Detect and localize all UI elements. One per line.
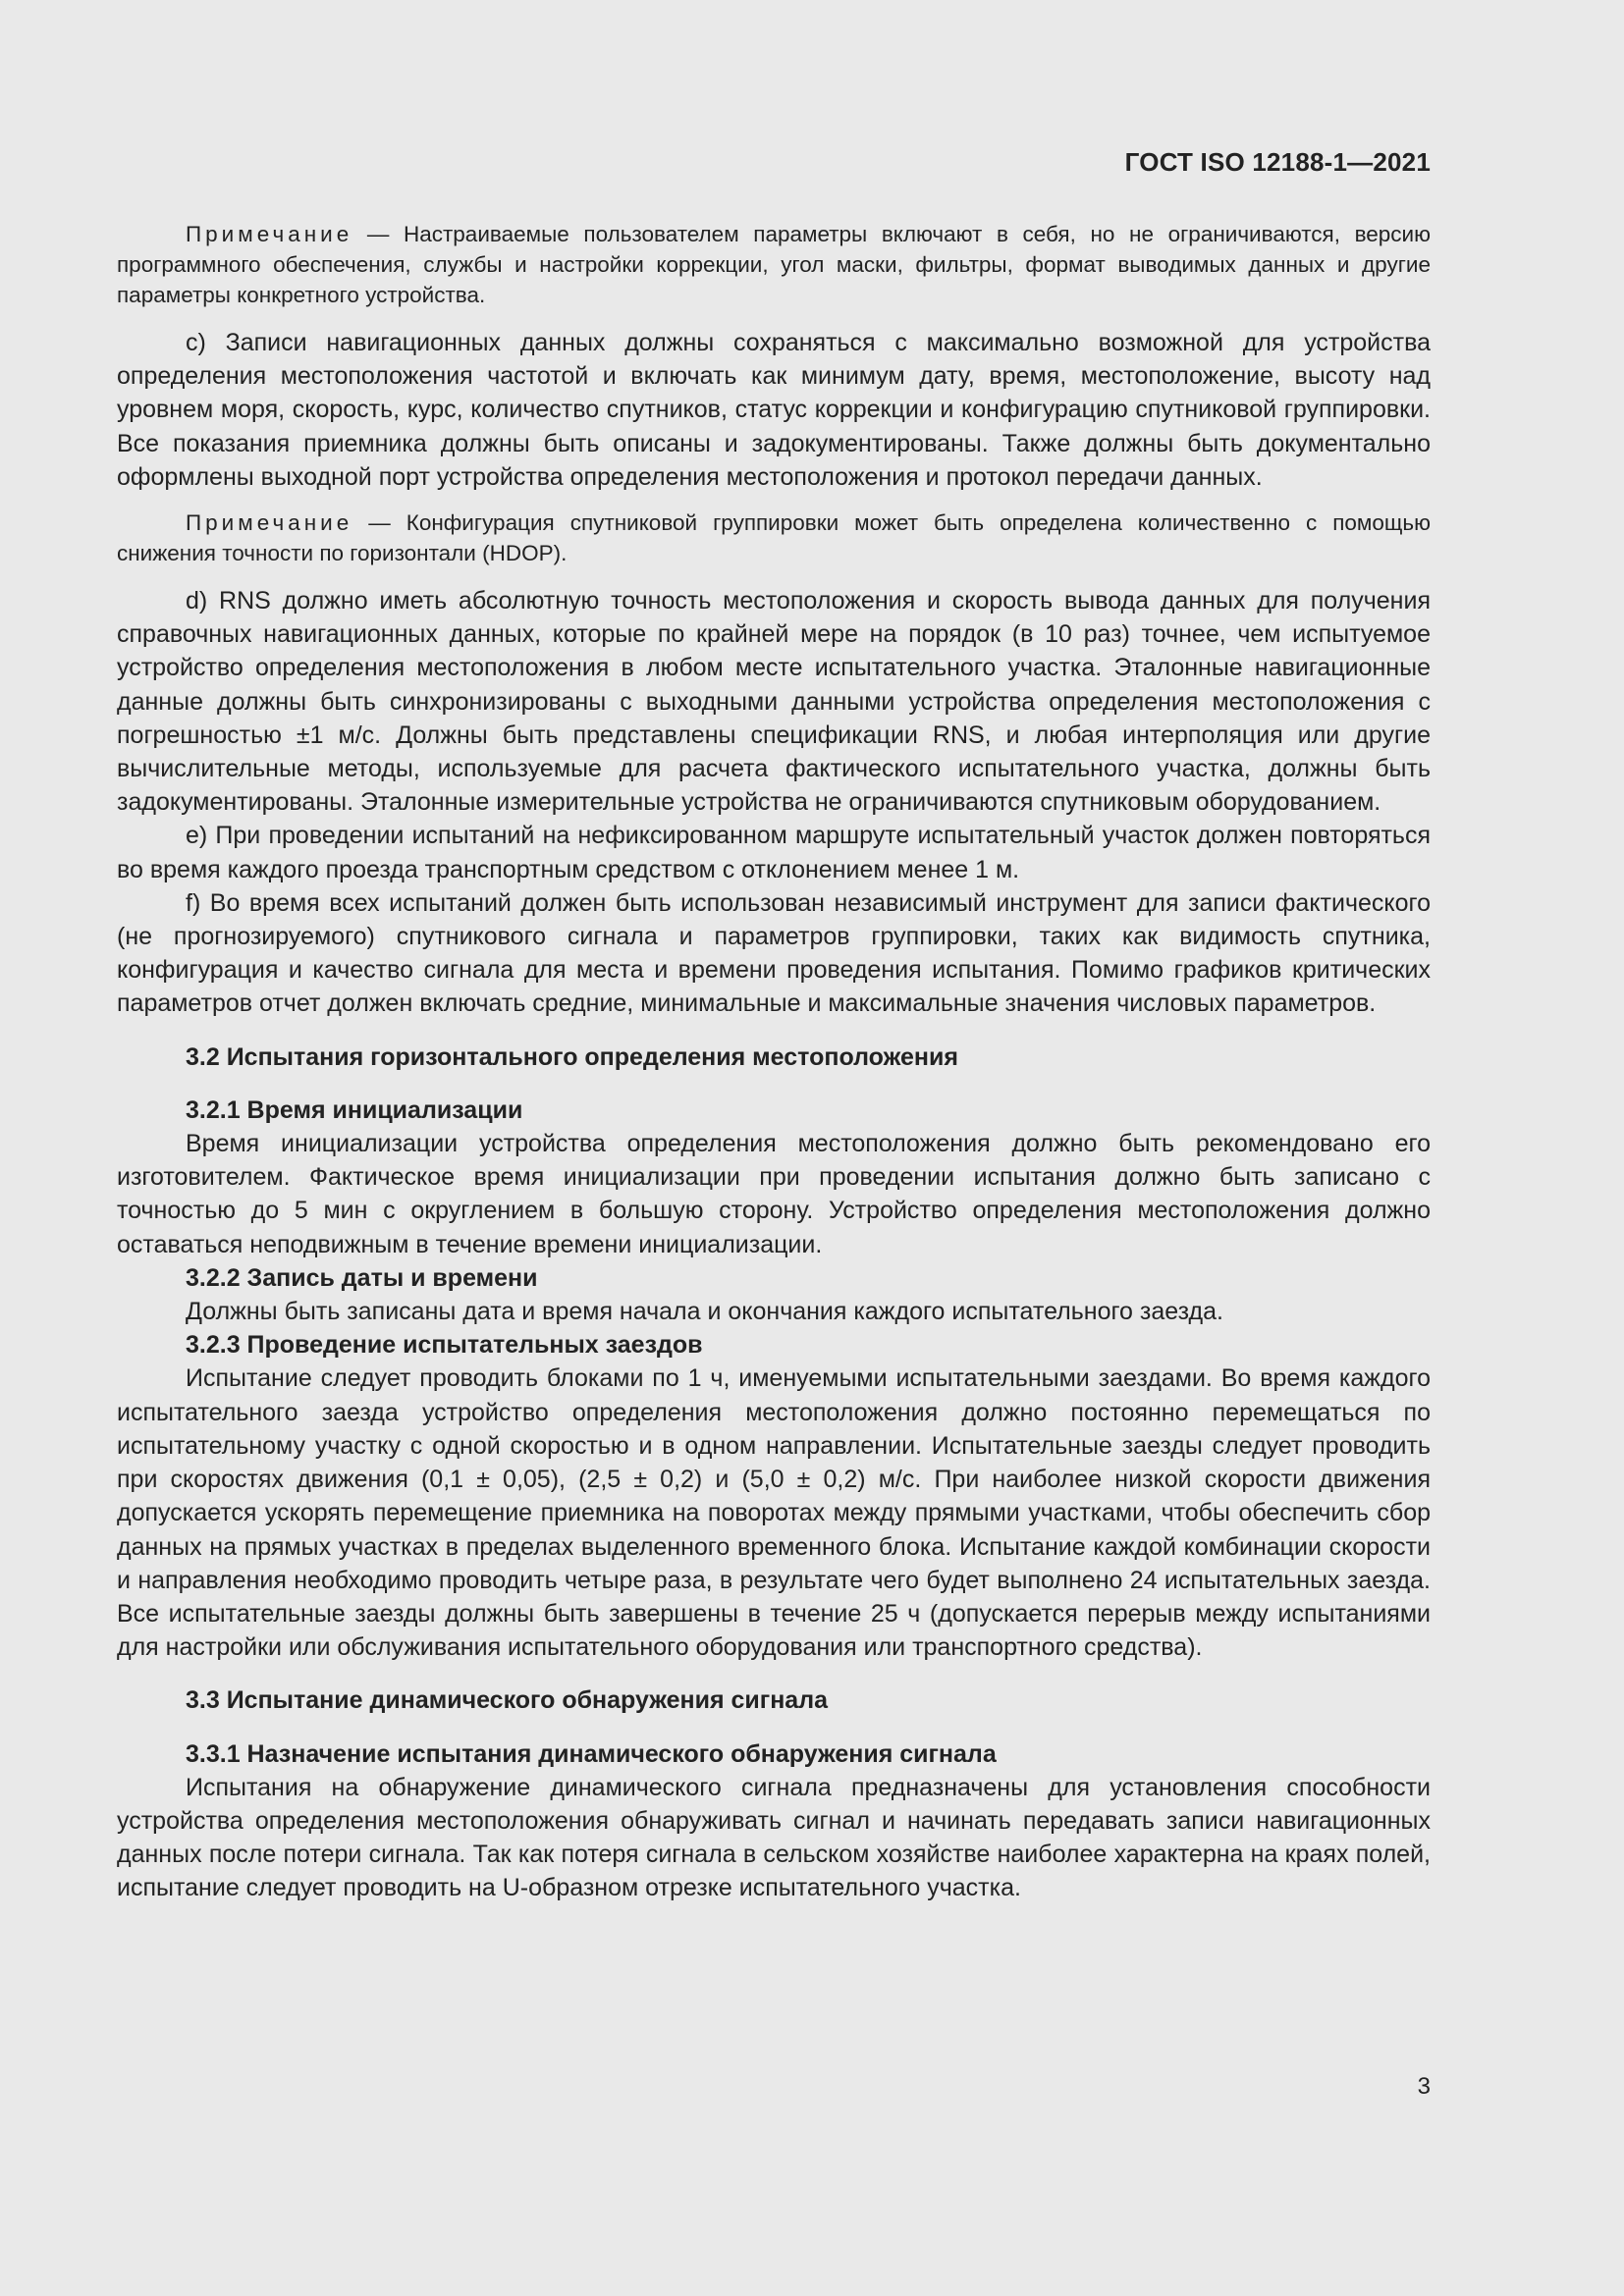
note-paragraph — [117, 507, 1431, 568]
subsection-heading-3-2-2: 3.2.2 Запись даты и времени — [186, 1263, 538, 1292]
note-label: Примечание — [186, 510, 353, 536]
subsection-heading-3-3-1: 3.3.1 Назначение испытания динамического обнаружения сигнала — [186, 1739, 997, 1768]
document-header: ГОСТ ISO 12188-1—2021 — [1124, 147, 1431, 177]
subsection-text-3-2-2: Должны быть записаны дата и время начала и окончания каждого испытательного заезда. — [186, 1298, 1223, 1326]
subsection-heading-3-2-1: 3.2.1 Время инициализации — [186, 1095, 523, 1124]
subsection-text-3-2-3: Испытание следует проводить блоками по 1 ч, именуемыми испытательными заездами. Во время каждого испытательного заезда устройство определения местоположения должно постоянно перемещаться по испытательному участку с одной скоростью и в одном направлении. Испытательные заезды следует проводить при скоростях движения (0,1 ± 0,05), (2,5 ± 0,2) и (5,0 ± 0,2) м/с. При наиболее низкой скорости движения допускается ускорять перемещение приемника на поворотах между прямыми участками, чтобы обеспечить сбор данных на прямых участках в пределах выделенного временного блока. Испытание каждой комбинации скорости и направления необходимо проводить четыре раза, в результате чего будет выполнено 24 испытательных заезда. Все испытательные заезды должны быть завершены в течение 25 ч (допускается перерыв между испытаниями для настройки или обслуживания испытательного оборудования или транспортного средства). — [117, 1364, 1431, 1662]
subsection-text-3-3-1: Испытания на обнаружение динамического сигнала предназначены для установления способности устройства определения местоположения обнаруживать сигнал и начинать передавать записи навигационных данных после потери сигнала. Так как потеря сигнала в сельском хозяйстве наиболее характерна на краях полей, испытание следует проводить на U-образном отрезке испытательного участка. — [117, 1773, 1431, 1902]
item-e-paragraph: e) При проведении испытаний на нефиксированном маршруте испытательный участок должен повторяться во время каждого проезда транспортным средством с отклонением менее 1 м. — [117, 822, 1431, 883]
item-f-paragraph: f) Во время всех испытаний должен быть использован независимый инструмент для записи фактического (не прогнозируемого) спутникового сигнала и параметров группировки, таких как видимость спутника, конфигурация и качество сигнала для места и времени проведения испытания. Помимо графиков критических параметров отчет должен включать средние, минимальные и максимальные значения числовых параметров. — [117, 888, 1431, 1018]
page-number: 3 — [1417, 2073, 1431, 2100]
subsection-heading-3-2-3: 3.2.3 Проведение испытательных заездов — [186, 1331, 703, 1360]
section-heading-3-3: 3.3 Испытание динамического обнаружения сигнала — [186, 1686, 828, 1715]
section-heading-3-2: 3.2 Испытания горизонтального определения местоположения — [186, 1042, 958, 1071]
item-d-paragraph: d) RNS должно иметь абсолютную точность местоположения и скорость вывода данных для получения справочных навигационных данных, которые по крайней мере на порядок (в 10 раз) точнее, чем испытуемое устройство определения местоположения в любом месте испытательного участка. Эталонные навигационные данные должны быть синхронизированы с выходными данными устройства определения местоположения с погрешностью ±1 м/с. Должны быть представлены спецификации RNS, и любая интерполяция или другие вычислительные методы, используемые для расчета фактического испытательного участка, должны быть задокументированы. Эталонные измерительные устройства не ограничиваются спутниковым оборудованием. — [117, 587, 1431, 817]
note-paragraph — [117, 219, 1431, 310]
note-text: — Конфигурация спутниковой группировки может быть определена количественно с помощью снижения точности по горизонтали (HDOP). — [117, 510, 1431, 566]
subsection-text-3-2-1: Время инициализации устройства определения местоположения должно быть рекомендовано его изготовителем. Фактическое время инициализации при проведении испытания должно быть записано с точностью до 5 мин с округлением в большую сторону. Устройство определения местоположения должно оставаться неподвижным в течение времени инициализации. — [117, 1130, 1431, 1258]
note-label: Примечание — [186, 222, 353, 246]
note-text: — Настраиваемые пользователем параметры включают в себя, но не ограничиваются, версию программного обеспечения, службы и настройки коррекции, угол маски, фильтры, формат выводимых данных и другие параметры конкретного устройства. — [117, 222, 1431, 307]
item-c-paragraph: c) Записи навигационных данных должны сохраняться с максимально возможной для устройства определения местоположения частотой и включать как минимум дату, время, местоположение, высоту над уровнем моря, скорость, курс, количество спутников, статус коррекции и конфигурацию спутниковой группировки. Все показания приемника должны быть описаны и задокументированы. Также должны быть документально оформлены выходной порт устройства определения местоположения и протокол передачи данных. — [117, 329, 1431, 491]
